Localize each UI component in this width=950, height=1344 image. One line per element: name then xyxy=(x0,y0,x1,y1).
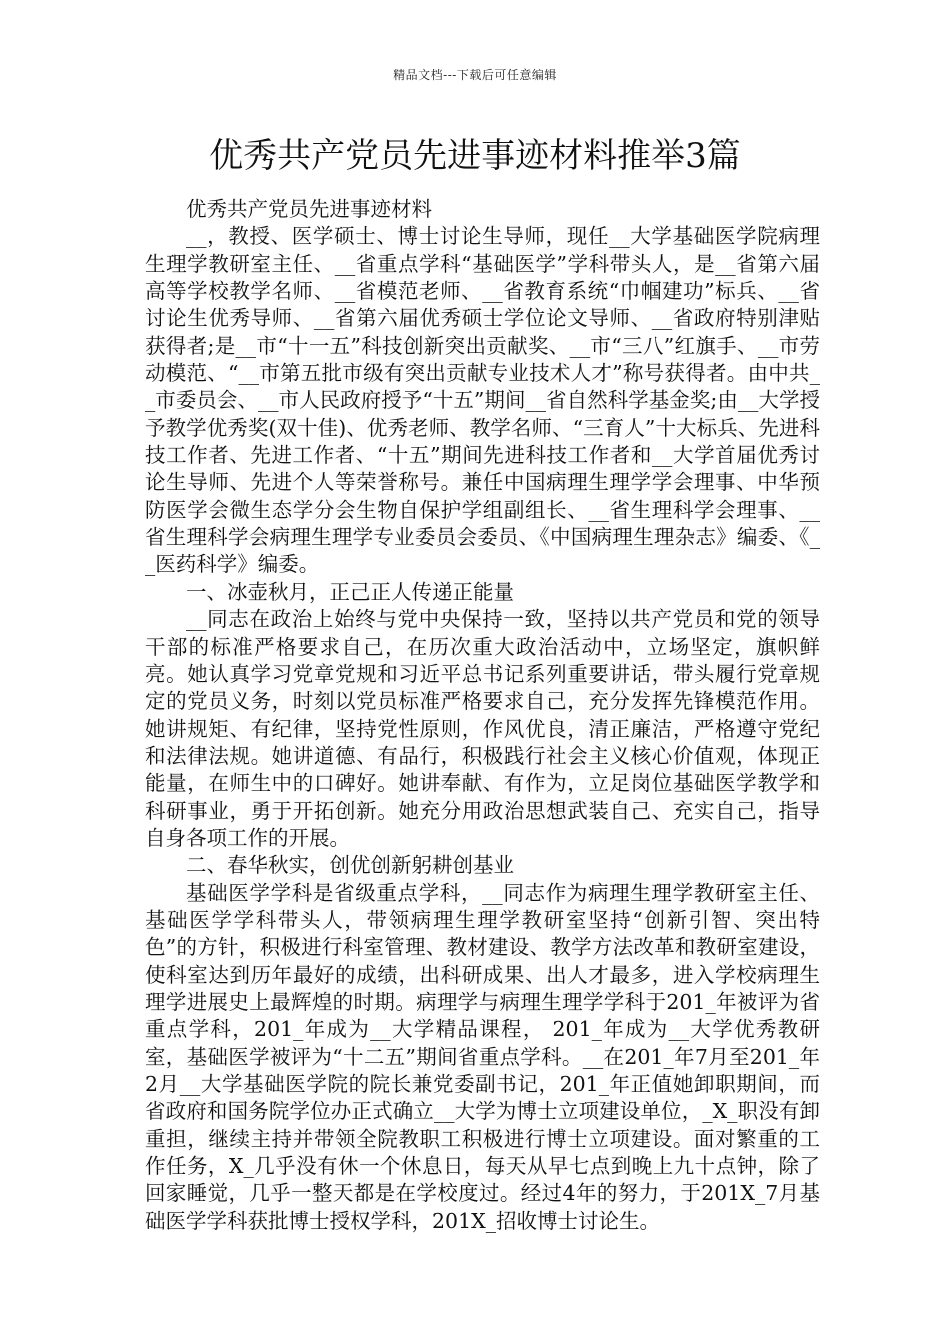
section-heading-2: 二、春华秋实，创优创新躬耕创基业 xyxy=(186,853,514,878)
section-subtitle: 优秀共产党员先进事迹材料 xyxy=(186,197,432,221)
intro-paragraph: __，教授、医学硕士、博士讨论生导师，现任__大学基础医学院病理生理学教研室主任、__省重点学科“基础医学”学科带头人，是__省第六届高等学校教学名师、__省模范老师、__省教育系统“巾帼建功”标兵、__省讨论生优秀导师、__省第六届优秀硕士学位论文导师、__省政府特别津贴获得者;是__市“十一五”科技创新突出贡献奖、__市“三八”红旗手、__市劳动模范、“__市第五批市级有突出贡献专业技术人才”称号获得者。由中共__市委员会、__市人民政府授予“十五”期间__省自然科学基金奖;由__大学授予教学优秀奖(双十佳)、优秀老师、教学名师、“三育人”十大标兵、先进科技工作者、先进工作者、“十五”期间先进科技工作者和__大学首届优秀讨论生导师、先进个人等荣誉称号。兼任中国病理生理学学会理事、中华预防医学会微生态学分会生物自保护学组副组长、__省生理科学会理事、__省生理科学会病理生理学专业委员会委员、《中国病理生理杂志》编委、《__医药科学》编委。 xyxy=(145,224,820,577)
section-2-paragraph: 基础医学学科是省级重点学科，__同志作为病理生理学教研室主任、基础医学学科带头人，带领病理生理学教研室坚持“创新引智、突出特色”的方针，积极进行科室管理、教材建设、教学方法改革和教研室建设，使科室达到历年最好的成绩，出科研成果、出人才最多，进入学校病理生理学进展史上最辉煌的时期。病理学与病理生理学学科于201_年被评为省重点学科，201_年成为__大学精品课程， 201_年成为__大学优秀教研室，基础医学被评为“十二五”期间省重点学科。__在201_年7月至201_年2月__大学基础医学院的院长兼党委副书记，201_年正值她卸职期间，而省政府和国务院学位办正式确立__大学为博士立项建设单位，_X_职没有卸重担，继续主持并带领全院教职工积极进行博士立项建设。面对繁重的工作任务，X_几乎没有休一个休息日，每天从早七点到晚上九十点钟，除了回家睡觉，几乎一整天都是在学校度过。经过4年的努力，于201X_7月基础医学学科获批博士授权学科，201X_招收博士讨论生。 xyxy=(145,880,820,1233)
header-note: 精品文档---下载后可任意编辑 xyxy=(393,68,557,82)
document-body xyxy=(145,196,820,1235)
section-heading-1: 一、冰壶秋月，正己正人传递正能量 xyxy=(186,579,514,604)
document-title: 优秀共产党员先进事迹材料推举3篇 xyxy=(209,136,741,176)
section-1-paragraph: __同志在政治上始终与党中央保持一致，坚持以共产党员和党的领导干部的标准严格要求自己，在历次重大政治活动中，立场坚定，旗帜鲜亮。她认真学习党章党规和习近平总书记系列重要讲话，带头履行党章规定的党员义务，时刻以党员标准严格要求自己，充分发挥先锋模范作用。她讲规矩、有纪律，坚持党性原则，作风优良，清正廉洁，严格遵守党纪和法律法规。她讲道德、有品行，积极践行社会主义核心价值观，体现正能量，在师生中的口碑好。她讲奉献、有作为，立足岗位基础医学教学和科研事业，勇于开拓创新。她充分用政治思想武装自己、充实自己，指导自身各项工作的开展。 xyxy=(145,607,820,850)
